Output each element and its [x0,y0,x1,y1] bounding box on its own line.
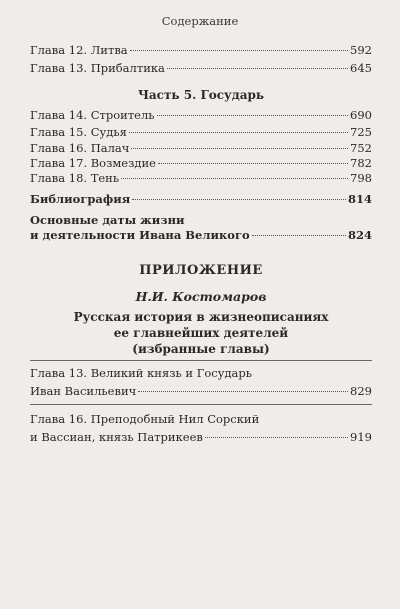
entry-title: Глава 16. Палач [30,141,130,155]
appendix-subtitle [30,309,372,357]
entry-page: 645 [350,61,372,75]
entry-title: Глава 12. Литва [30,43,128,57]
toc-entry-chapter-13 [30,61,372,76]
subtitle-line: (избранные главы) [132,342,270,356]
leader-dots [252,235,346,236]
entry-title-line1: Глава 13. Великий князь и Государь [30,366,253,380]
appendix-author: Н.И. Костомаров [135,289,267,304]
entry-page: 592 [350,43,372,57]
entry-title-line2: и деятельности Ивана Великого [30,228,250,242]
entry-page: 798 [350,171,372,185]
entry-title-line1: Основные даты жизни [30,213,185,227]
entry-title: Глава 18. Тень [30,171,120,185]
toc-entry-chapter-15 [30,125,372,140]
leader-dots [157,115,348,116]
leader-dots [130,50,348,51]
leader-dots [205,437,348,438]
leader-dots [167,68,348,69]
toc-entry-chapter-17 [30,156,372,171]
entry-title: Глава 13. Прибалтика [30,61,165,75]
entry-title-line2: и Вассиан, князь Патрикеев [30,430,203,444]
entry-page: 725 [350,125,372,139]
entry-page: 690 [350,108,372,122]
toc-entry-bibliography [30,192,372,207]
toc-entry-chapter-16 [30,141,372,156]
divider [30,360,372,361]
toc-entry-appendix-chapter-16 [30,412,372,445]
leader-dots [121,178,348,179]
part-heading: Часть 5. Государь [137,88,265,102]
toc-entry-chapter-18 [30,171,372,186]
leader-dots [132,199,346,200]
appendix-heading: ПРИЛОЖЕНИЕ [139,263,263,278]
entry-title-line1: Глава 16. Преподобный Нил Сорский [30,412,260,426]
entry-page: 824 [347,228,372,242]
entry-page: 829 [350,384,372,398]
toc-entry-main-dates [30,213,372,243]
subtitle-line: Русская история в жизнеописаниях [73,310,329,324]
divider [30,404,372,405]
leader-dots [129,132,348,133]
toc-entry-chapter-14 [30,108,372,123]
entry-page: 814 [347,192,372,206]
leader-dots [158,163,348,164]
entry-title: Библиография [30,192,131,206]
entry-page: 782 [350,156,372,170]
leader-dots [131,148,348,149]
toc-entry-chapter-12 [30,43,372,58]
subtitle-line: ее главнейших деятелей [113,326,289,340]
entry-page: 752 [350,141,372,155]
entry-title: Глава 15. Судья [30,125,127,139]
entry-title-line2: Иван Васильевич [30,384,137,398]
running-header: Содержание [161,14,239,28]
entry-page: 919 [350,430,372,444]
entry-title: Глава 14. Строитель [30,108,155,122]
toc-entry-appendix-chapter-13 [30,366,372,399]
leader-dots [138,391,348,392]
entry-title: Глава 17. Возмездие [30,156,156,170]
